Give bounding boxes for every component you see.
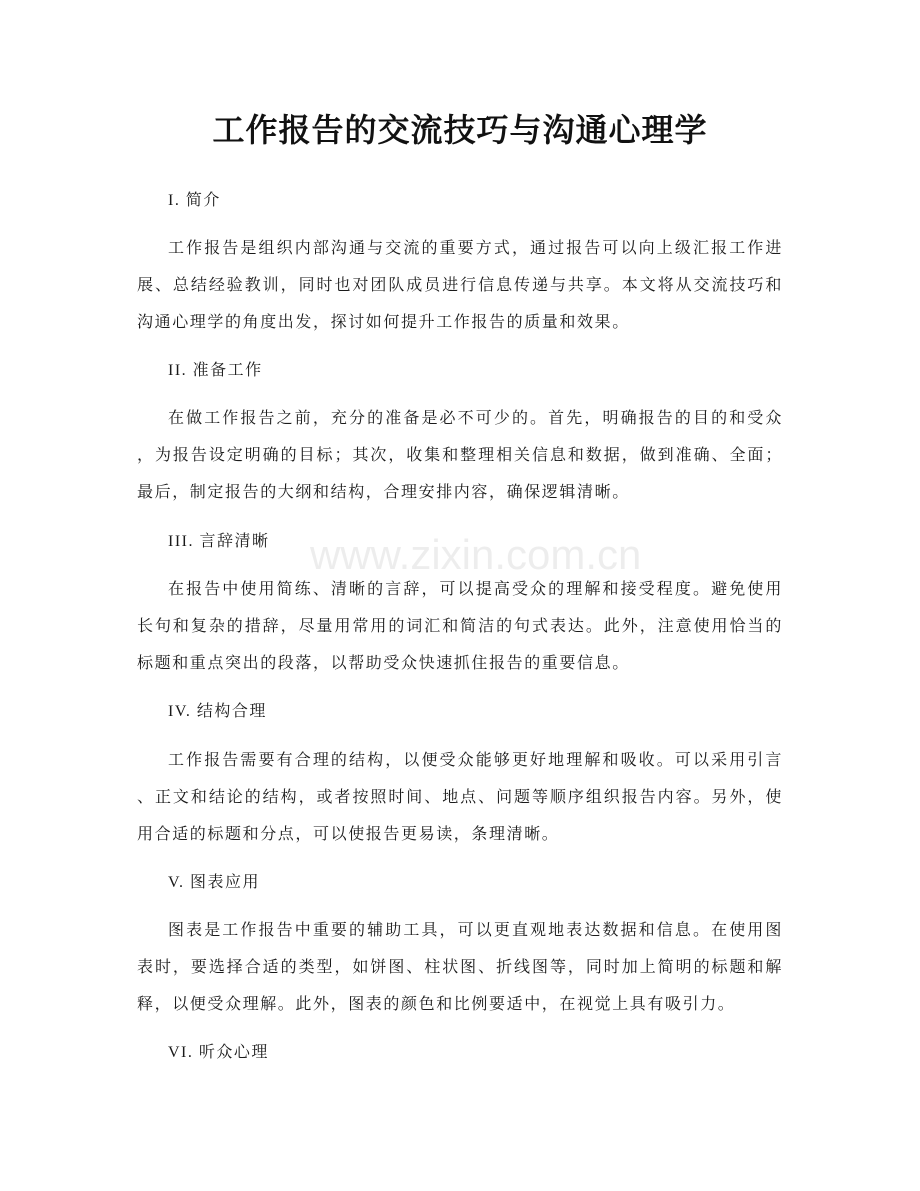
section-structure	[137, 693, 783, 852]
paragraph-line: 表时，要选择合适的类型，如饼图、柱状图、折线图等，同时加上简明的标题和解	[137, 959, 783, 977]
paragraph-line: ，为报告设定明确的目标；其次，收集和整理相关信息和数据，做到准确、全面；	[137, 447, 783, 465]
section-heading: V. 图表应用	[168, 873, 260, 891]
section-paragraph	[137, 230, 783, 341]
section-intro	[137, 182, 783, 341]
section-charts	[137, 864, 783, 1023]
section-paragraph	[137, 571, 783, 682]
paragraph-line: 标题和重点突出的段落，以帮助受众快速抓住报告的重要信息。	[137, 654, 630, 672]
paragraph-line: 、正文和结论的结构，或者按照时间、地点、问题等顺序组织报告内容。另外，使	[137, 788, 783, 806]
paragraph-line: 在做工作报告之前，充分的准备是必不可少的。首先，明确报告的目的和受众	[168, 410, 783, 428]
section-heading: IV. 结构合理	[168, 703, 267, 721]
paragraph-line: 工作报告需要有合理的结构，以便受众能够更好地理解和吸收。可以采用引言	[168, 751, 783, 769]
paragraph-line: 最后，制定报告的大纲和结构，合理安排内容，确保逻辑清晰。	[137, 484, 630, 502]
paragraph-line: 在报告中使用简练、清晰的言辞，可以提高受众的理解和接受程度。避免使用	[168, 580, 783, 598]
paragraph-line: 沟通心理学的角度出发，探讨如何提升工作报告的质量和效果。	[137, 313, 630, 331]
document-body	[137, 182, 783, 1072]
paragraph-line: 用合适的标题和分点，可以使报告更易读，条理清晰。	[137, 825, 560, 843]
paragraph-line: 展、总结经验教训，同时也对团队成员进行信息传递与共享。本文将从交流技巧和	[137, 276, 783, 294]
paragraph-line: 长句和复杂的措辞，尽量用常用的词汇和简洁的句式表达。此外，注意使用恰当的	[137, 617, 783, 635]
paragraph-line: 工作报告是组织内部沟通与交流的重要方式，通过报告可以向上级汇报工作进	[168, 239, 783, 257]
section-paragraph	[137, 912, 783, 1023]
paragraph-line: 释，以便受众理解。此外，图表的颜色和比例要适中，在视觉上具有吸引力。	[137, 996, 736, 1014]
section-paragraph	[137, 400, 783, 511]
section-heading: I. 简介	[168, 191, 221, 209]
section-audience-psychology	[137, 1034, 783, 1071]
paragraph-line: 图表是工作报告中重要的辅助工具，可以更直观地表达数据和信息。在使用图	[168, 922, 783, 940]
section-heading: III. 言辞清晰	[168, 532, 270, 550]
section-heading: II. 准备工作	[168, 362, 263, 380]
document-title: 工作报告的交流技巧与沟通心理学	[212, 112, 708, 148]
section-preparation	[137, 352, 783, 511]
watermark: www.zixin.com.cn	[310, 531, 642, 578]
section-clear-wording	[137, 523, 783, 682]
section-paragraph	[137, 742, 783, 853]
section-heading: VI. 听众心理	[168, 1044, 269, 1062]
